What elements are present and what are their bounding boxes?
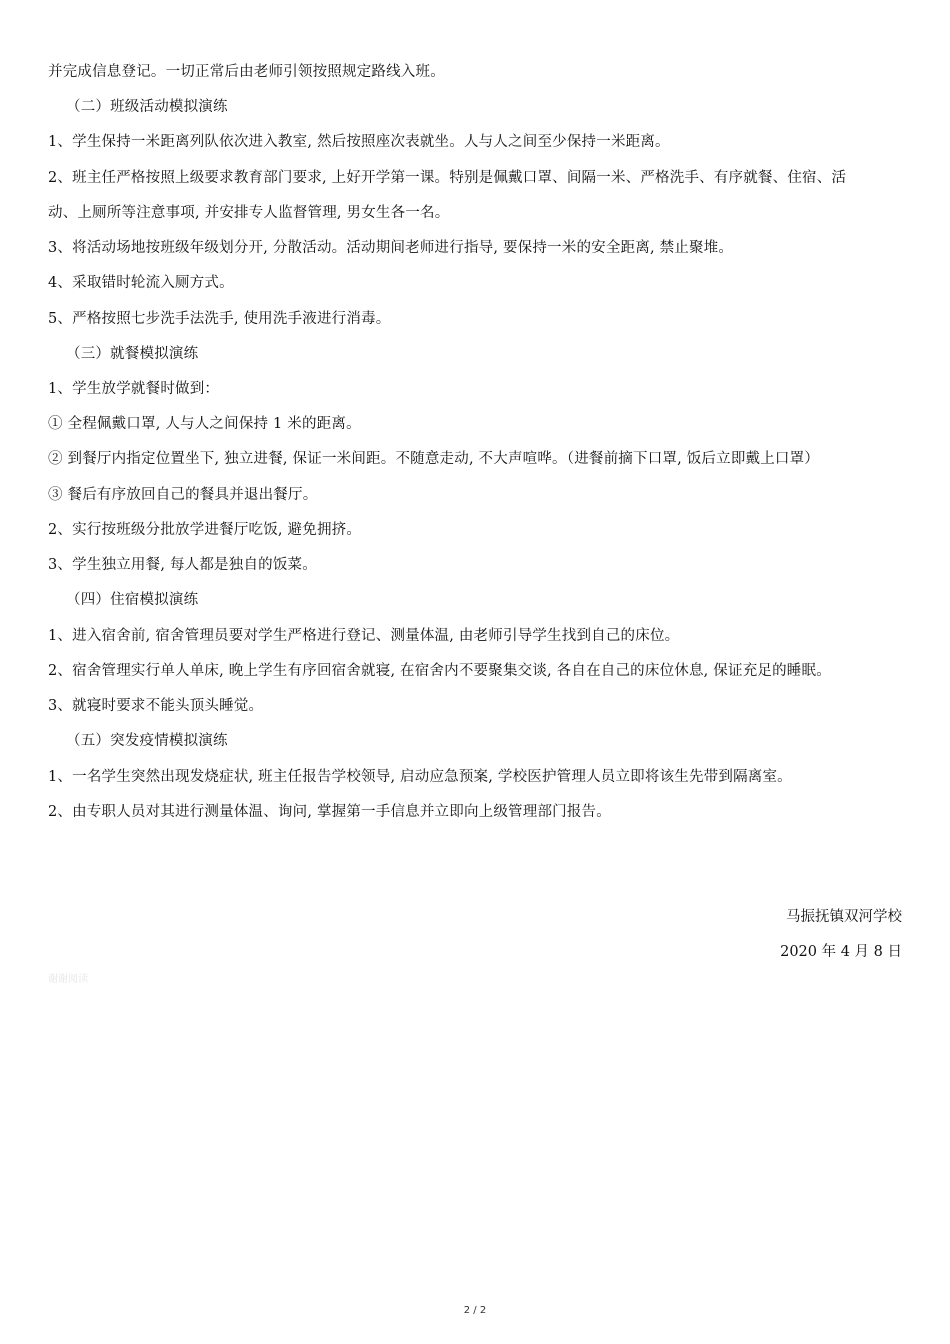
list-item: 2、宿舍管理实行单人单床, 晚上学生有序回宿舍就寝, 在宿舍内不要聚集交谈, 各自在自己的床位休息, 保证充足的睡眠。 <box>48 663 831 679</box>
faint-watermark-text: 谢谢阅读 <box>48 974 88 985</box>
list-item: 2、由专职人员对其进行测量体温、询问, 掌握第一手信息并立即向上级管理部门报告。 <box>48 804 611 820</box>
paragraph-continuation: 并完成信息登记。一切正常后由老师引领按照规定路线入班。 <box>48 64 445 80</box>
list-item: 5、严格按照七步洗手法洗手, 使用洗手液进行消毒。 <box>48 311 391 327</box>
section-heading-dining: （三）就餐模拟演练 <box>66 346 199 362</box>
list-item: 1、进入宿舍前, 宿舍管理员要对学生严格进行登记、测量体温, 由老师引导学生找到自己的床位。 <box>48 628 680 644</box>
sub-list-item: ① 全程佩戴口罩, 人与人之间保持 1 米的距离。 <box>48 416 361 432</box>
sub-list-item: ② 到餐厅内指定位置坐下, 独立进餐, 保证一米间距。不随意走动, 不大声喧哗。（进餐前摘下口罩, 饭后立即戴上口罩） <box>48 451 820 467</box>
section-heading-class-activity: （二）班级活动模拟演练 <box>66 99 228 115</box>
list-item: 2、实行按班级分批放学进餐厅吃饭, 避免拥挤。 <box>48 522 362 538</box>
section-heading-outbreak: （五）突发疫情模拟演练 <box>66 733 228 749</box>
list-item: 4、采取错时轮流入厕方式。 <box>48 275 234 291</box>
page-number: 2 / 2 <box>463 1305 487 1316</box>
section-heading-dormitory: （四）住宿模拟演练 <box>66 592 199 608</box>
list-item: 1、一名学生突然出现发烧症状, 班主任报告学校领导, 启动应急预案, 学校医护管理人员立即将该生先带到隔离室。 <box>48 769 792 785</box>
list-item-continuation: 动、上厕所等注意事项, 并安排专人监督管理, 男女生各一名。 <box>48 205 450 221</box>
list-item: 3、将活动场地按班级年级划分开, 分散活动。活动期间老师进行指导, 要保持一米的安全距离, 禁止聚堆。 <box>48 240 734 256</box>
list-item: 3、学生独立用餐, 每人都是独自的饭菜。 <box>48 557 317 573</box>
signature-date: 2020 年 4 月 8 日 <box>780 944 902 960</box>
list-item: 1、学生保持一米距离列队依次进入教室, 然后按照座次表就坐。人与人之间至少保持一米距离。 <box>48 134 670 150</box>
list-item: 1、学生放学就餐时做到： <box>48 381 220 397</box>
list-item: 3、就寝时要求不能头顶头睡觉。 <box>48 698 264 714</box>
list-item: 2、班主任严格按照上级要求教育部门要求, 上好开学第一课。特别是佩戴口罩、间隔一米、严格洗手、有序就餐、住宿、活 <box>48 170 847 186</box>
sub-list-item: ③ 餐后有序放回自己的餐具并退出餐厅。 <box>48 487 318 503</box>
signature-organization: 马振抚镇双河学校 <box>786 909 902 925</box>
